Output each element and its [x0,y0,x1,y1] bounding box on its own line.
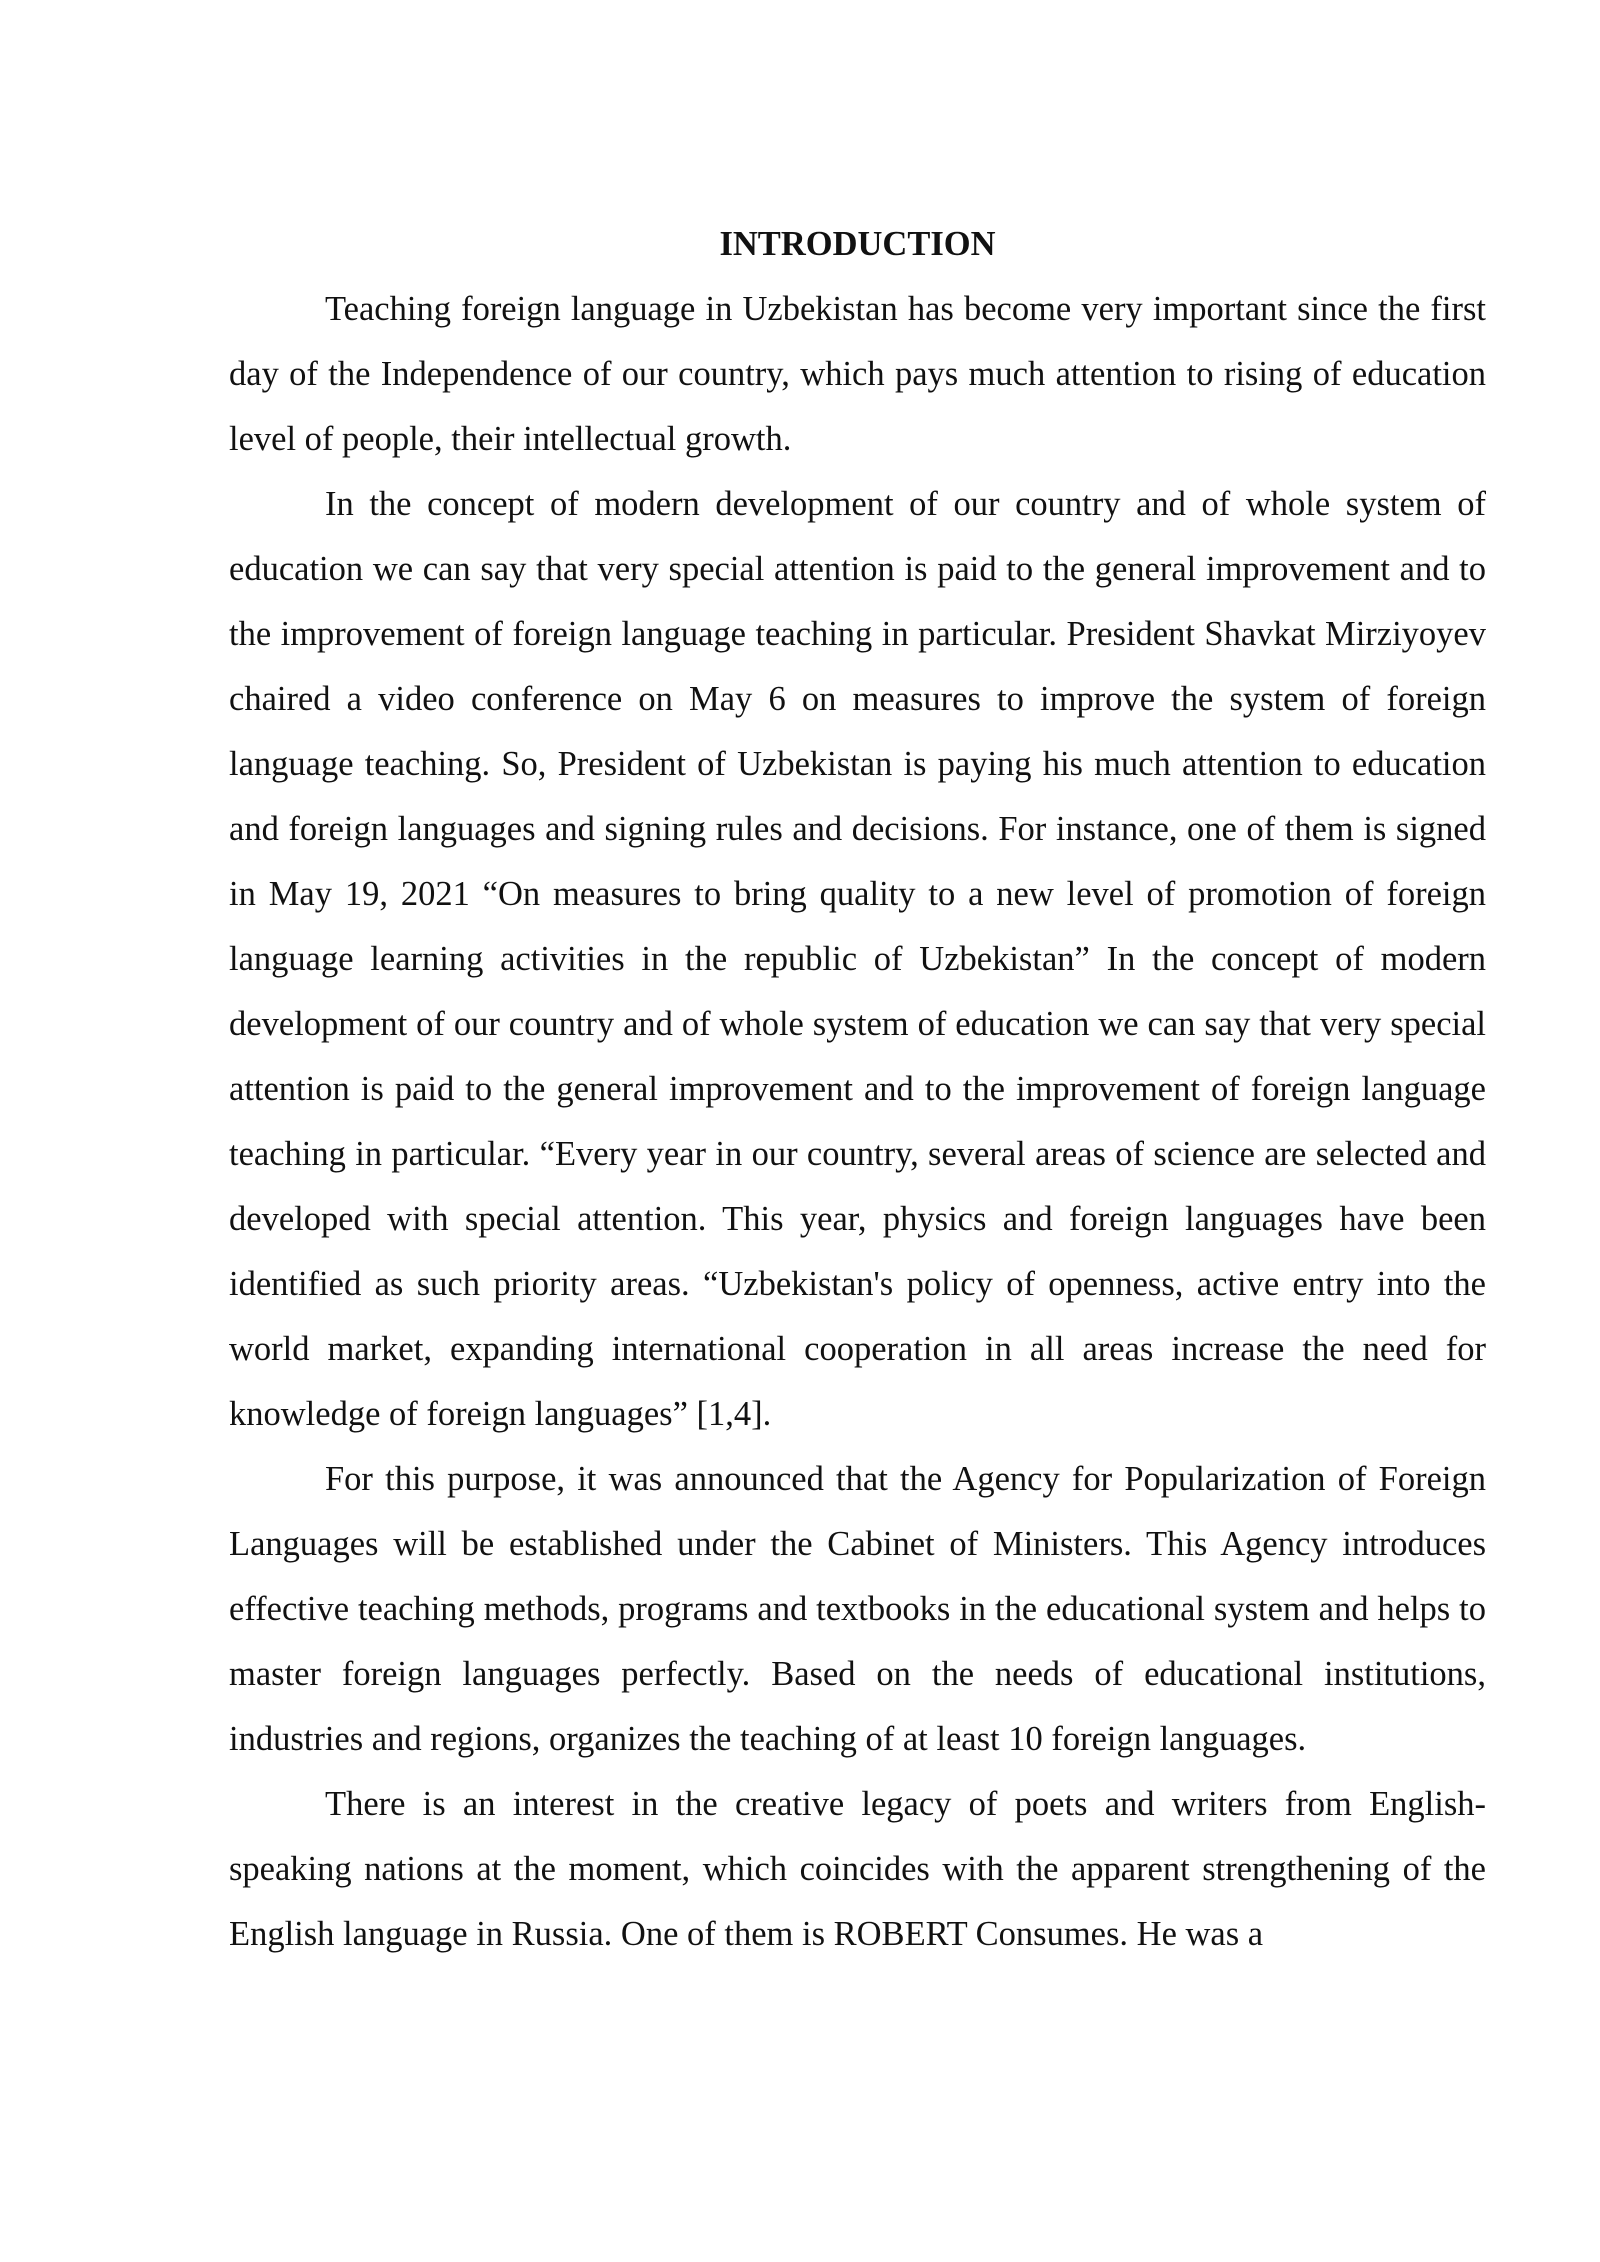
paragraph-3: For this purpose, it was announced that the Agency for Popularization of Foreign Languages will be established under the Cabinet of Ministers. This Agency introduces effective teaching methods, programs and textbooks in the educational system and helps to master foreign languages perfectly. Based on the needs of educational institutions, industries and regions, organizes the teaching of at least 10 foreign languages. [229,1460,1486,1758]
paragraph-4: There is an interest in the creative legacy of poets and writers from English-speaking nations at the moment, which coincides with the apparent strengthening of the English language in Russia. One of them is ROBERT Consumes. He was a [229,1785,1486,1953]
paragraph-2: In the concept of modern development of our country and of whole system of education we can say that very special attention is paid to the general improvement and to the improvement of foreign language teaching in particular. President Shavkat Mirziyoyev chaired a video conference on May 6 on measures to improve the system of foreign language teaching. So, President of Uzbekistan is paying his much attention to education and foreign languages and signing rules and decisions. For instance, one of them is signed in May 19, 2021 “On measures to bring quality to a new level of promotion of foreign language learning activities in the republic of Uzbekistan” In the concept of modern development of our country and of whole system of education we can say that very special attention is paid to the general improvement and to the improvement of foreign language teaching in particular. “Every year in our country, several areas of science are selected and developed with special attention. This year, physics and foreign languages have been identified as such priority areas. “Uzbekistan's policy of openness, active entry into the world market, expanding international cooperation in all areas increase the need for knowledge of foreign languages” [1,4]. [229,485,1486,1433]
document-title: INTRODUCTION [719,225,996,263]
paragraph-1: Teaching foreign language in Uzbekistan has become very important since the first day of the Independence of our country, which pays much attention to rising of education level of people, their intellectual growth. [229,290,1486,458]
document-body [229,212,1486,1967]
